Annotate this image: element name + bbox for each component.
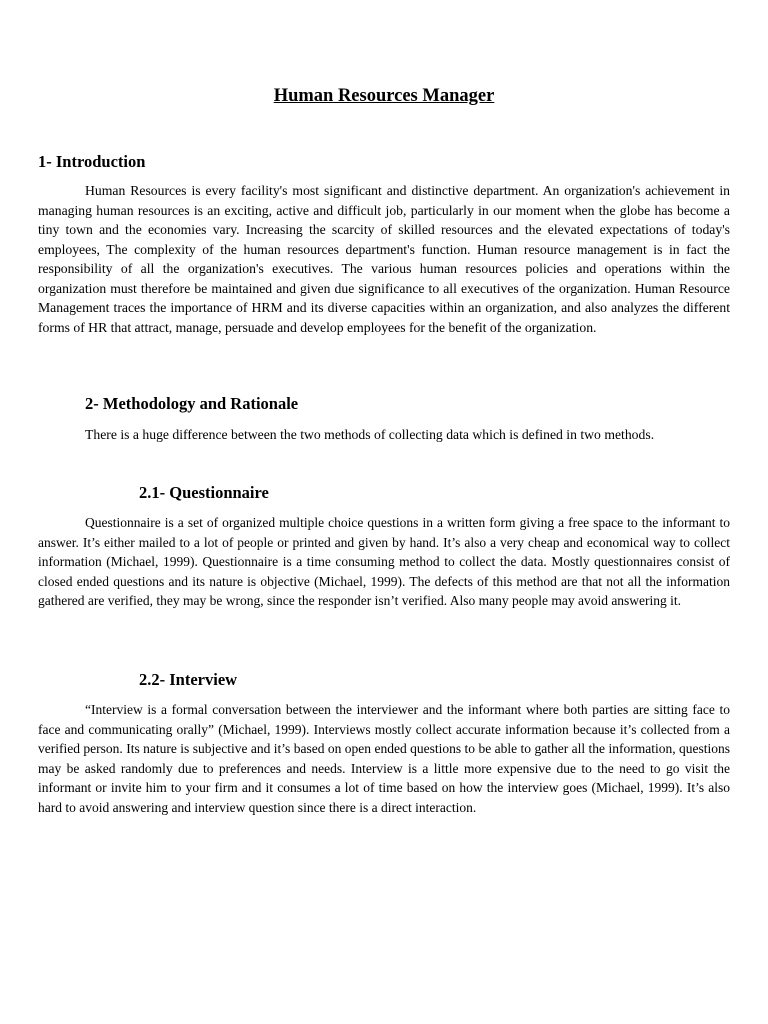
section-heading-methodology: 2- Methodology and Rationale — [85, 394, 299, 413]
section-paragraph-interview: “Interview is a formal conversation between the interviewer and the informant where both parties are sitting face to face and communicating orally” (Michael, 1999). Interviews mostly collect accurate information because it’s collected from a verified person. Its nature is subjective and it’s based on open ended questions to be able to gather all the information, questions may be asked randomly due to preferences and needs. Interview is a little more expensive due to the need to go visit the informant or invite him to your firm and it consumes a lot of time based on how the interview goes (Michael, 1999). It’s also hard to avoid answering and interview question since there is a direct interaction. — [38, 702, 730, 815]
section-paragraph-methodology: There is a huge difference between the two methods of collecting data which is defined in two methods. — [85, 427, 655, 442]
section-heading-introduction: 1- Introduction — [38, 152, 146, 171]
document-title: Human Resources Manager — [273, 86, 495, 106]
section-heading-questionnaire: 2.1- Questionnaire — [139, 483, 269, 502]
document-page — [38, 0, 730, 1024]
section-paragraph-introduction: Human Resources is every facility's most significant and distinctive department. An organization's achievement in managing human resources is an exciting, active and difficult job, particularly in our moment when the globe has become a tiny town and the economies vary. Increasing the scarcity of skilled resources and the elevated expectations of today's employees, The complexity of the human resources department's function. Human resource management is in fact the responsibility of all the organization's executives. The various human resources policies and operations within the organization must therefore be maintained and given due significance to all executives of the organization. Human Resource Management traces the importance of HRM and its diverse capacities within an organization, and also analyzes the different forms of HR that attract, manage, persuade and develop employees for the benefit of the organization. — [38, 183, 730, 335]
section-heading-interview: 2.2- Interview — [139, 670, 238, 689]
section-paragraph-questionnaire: Questionnaire is a set of organized multiple choice questions in a written form giving a free space to the informant to answer. It’s either mailed to a lot of people or printed and given by hand. It’s also a very cheap and economical way to collect information (Michael, 1999). Questionnaire is a time consuming method to collect the data. Mostly questionnaires consist of closed ended questions and its nature is objective (Michael, 1999). The defects of this method are that not all the information gathered are verified, they may be wrong, since the responder isn’t verified. Also many people may avoid answering it. — [38, 515, 730, 608]
